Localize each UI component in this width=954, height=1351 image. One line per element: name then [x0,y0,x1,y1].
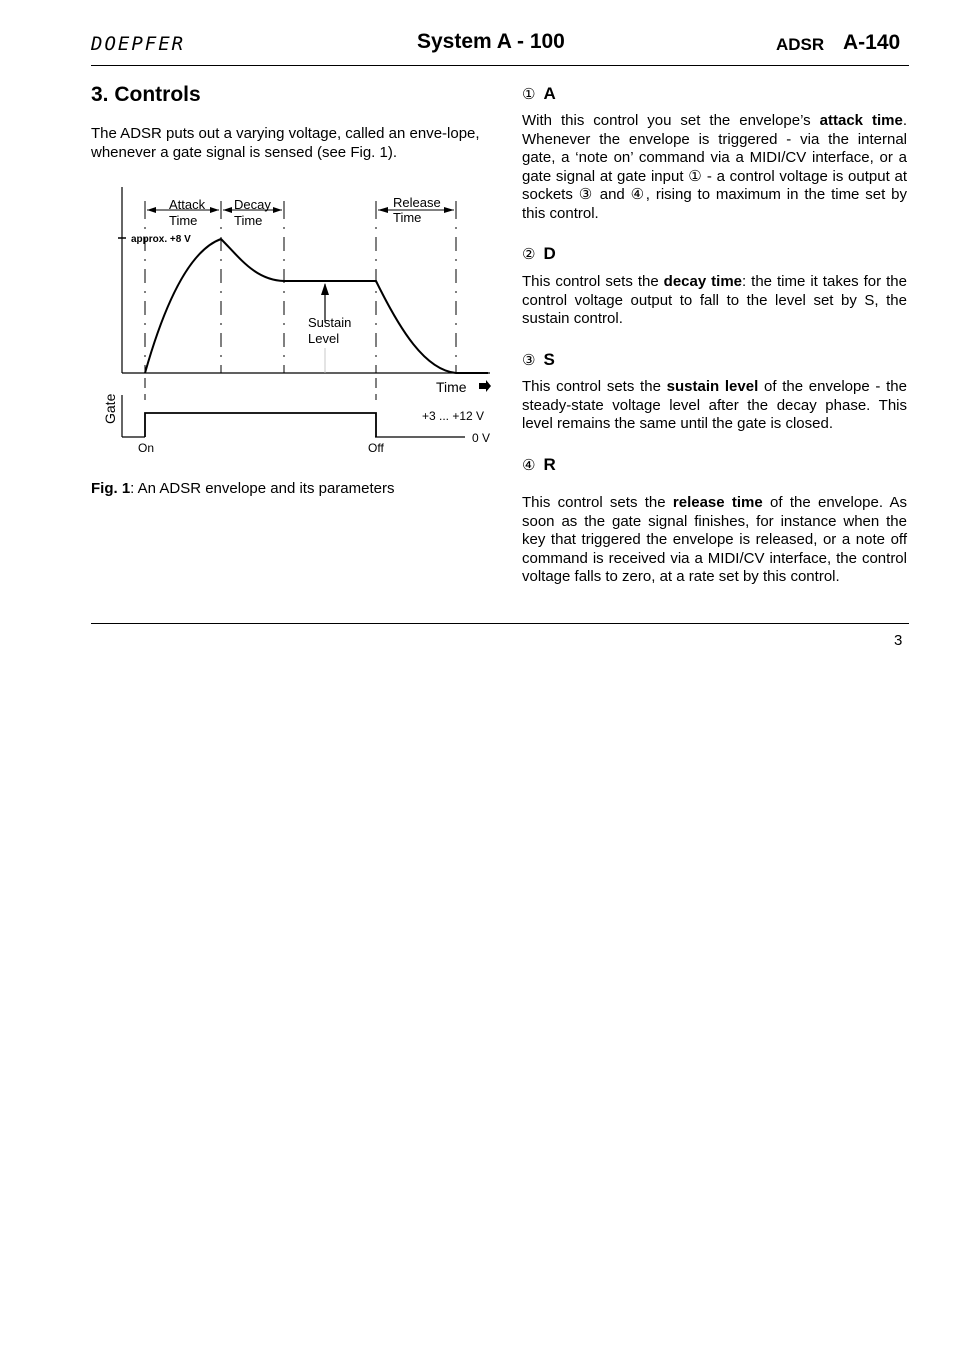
control-s-text: This control sets the sustain level of the envelope - the steady-state voltage level after the decay phase. This level remains the same until the gate is closed. [522,378,907,433]
module-prefix: ADSR [776,35,825,54]
control-d-heading: ② D [522,244,556,263]
attack-label-2: Time [169,213,198,228]
peak-voltage-label: approx. +8 V [131,234,191,245]
system-title: System A - 100 [417,30,565,53]
brand-logo: DOEPFER [91,33,186,55]
gate-low-label: 0 V [472,431,491,445]
intro-paragraph: The ADSR puts out a varying voltage, called an enve-lope, whenever a gate signal is sensed (see Fig. 1). [91,125,480,161]
decay-label-2: Time [234,213,263,228]
control-r-heading: ④ R [522,455,556,474]
sustain-label: Sustain [308,315,352,330]
control-s-heading: ③ S [522,350,555,369]
decay-label: Decay [234,197,271,212]
time-label: Time [436,379,467,395]
time-arrow-icon [479,380,491,392]
control-d-text: This control sets the decay time: the time it takes for the control voltage output to fall to the level set by S, the sustain control. [522,273,907,328]
attack-label: Attack [169,197,206,212]
gate-signal [145,413,376,437]
control-a-heading: ① A [522,84,556,103]
release-label: Release [393,195,441,210]
figure-caption: Fig. 1: An ADSR envelope and its parameters [91,480,395,497]
sustain-arrowhead [321,283,329,295]
sustain-label-2: Level [308,331,340,346]
footer-rule [91,623,909,624]
release-label-2: Time [393,210,422,225]
gate-off-label: Off [368,441,384,455]
page-number: 3 [894,632,903,649]
gate-label: Gate [102,393,118,424]
control-a-text: With this control you set the envelope’s attack time. Whenever the envelope is triggered - via the internal gate, a ‘note on’ command via a MIDI/CV interface, or a gate signal at gate input ① - a control voltage is output at sockets ③ and ④, rising to maximum in the time set by this control. [522,112,907,222]
section-title: 3. Controls [91,83,201,106]
gate-high-label: +3 ... +12 V [422,409,485,423]
control-r-text: This control sets the release time of the envelope. As soon as the gate signal finishes, for instance when the key that triggered the envelope is released, or a note off command is received via a MIDI/CV interface, the control voltage falls to zero, at a rate set by this control. [522,494,907,586]
module-name: A-140 [843,31,901,54]
gate-on-label: On [138,441,155,455]
envelope-curve [145,239,488,373]
adsr-figure [0,0,954,520]
